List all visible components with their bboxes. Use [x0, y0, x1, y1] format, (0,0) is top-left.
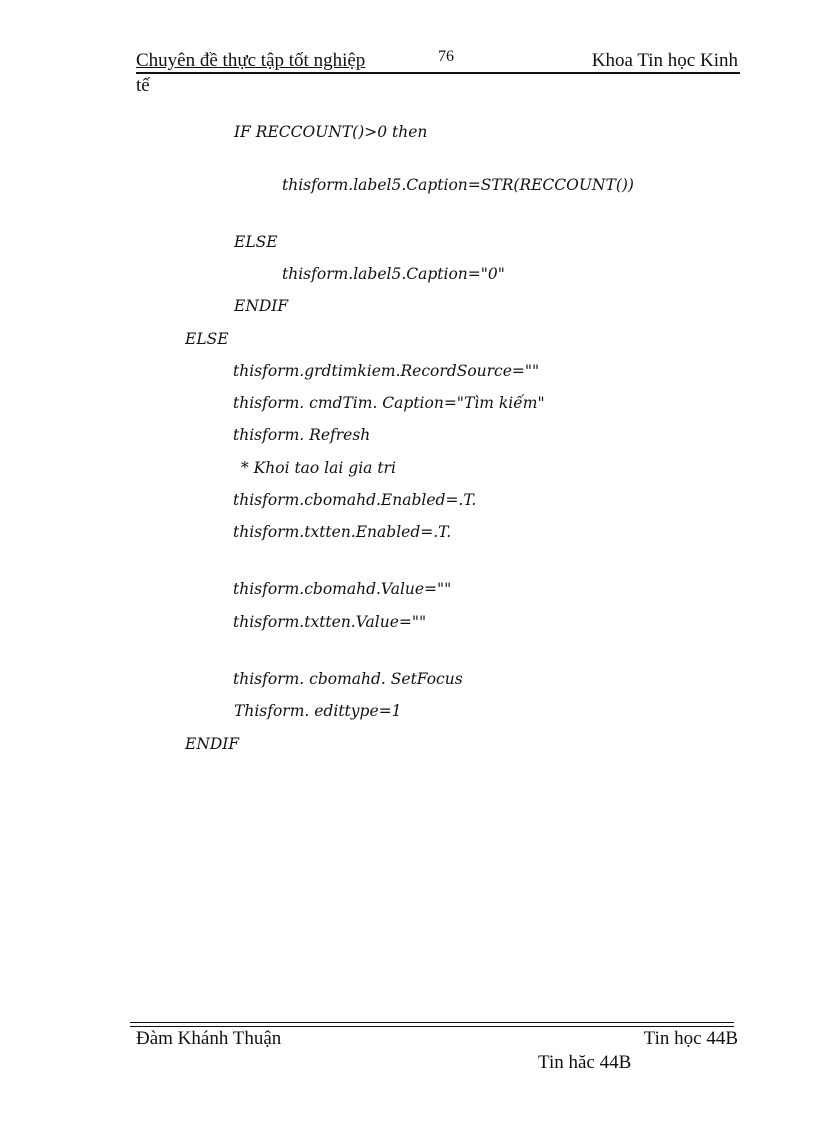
code-line: ENDIF [185, 735, 240, 753]
code-line: thisform.label5.Caption="0" [282, 265, 505, 283]
page-number: 76 [438, 48, 454, 65]
code-line: ELSE [185, 330, 229, 348]
code-line: thisform.grdtimkiem.RecordSource="" [233, 362, 540, 380]
footer-author: Đàm Khánh Thuận [136, 1028, 282, 1049]
code-line: thisform.cbomahd.Value="" [233, 580, 452, 598]
code-line: thisform. Refresh [233, 426, 371, 444]
code-line: IF RECCOUNT()>0 then [234, 123, 428, 141]
code-line: thisform.txtten.Value="" [233, 613, 427, 631]
header-faculty-wrap: tế [136, 75, 150, 96]
footer-class-duplicate: Tin hăc 44B [538, 1052, 632, 1073]
header-course-title: Chuyên đề thực tập tốt nghiệp [136, 50, 366, 71]
code-line: ELSE [234, 233, 278, 251]
page-header [136, 48, 740, 74]
code-line: thisform.label5.Caption=STR(RECCOUNT()) [282, 176, 634, 194]
footer-rule-top [130, 1022, 734, 1023]
code-line: * Khoi tao lai gia tri [241, 459, 396, 477]
footer-class: Tin học 44B [643, 1028, 738, 1049]
code-line: ENDIF [234, 297, 289, 315]
code-line: thisform. cmdTim. Caption="Tìm kiếm" [233, 394, 545, 412]
code-line: Thisform. edittype=1 [234, 702, 402, 720]
footer-rule-bottom [130, 1026, 734, 1027]
code-line: thisform.txtten.Enabled=.T. [233, 523, 452, 541]
code-line: thisform. cbomahd. SetFocus [233, 670, 463, 688]
header-faculty: Khoa Tin học Kinh [591, 50, 738, 71]
code-line: thisform.cbomahd.Enabled=.T. [233, 491, 477, 509]
